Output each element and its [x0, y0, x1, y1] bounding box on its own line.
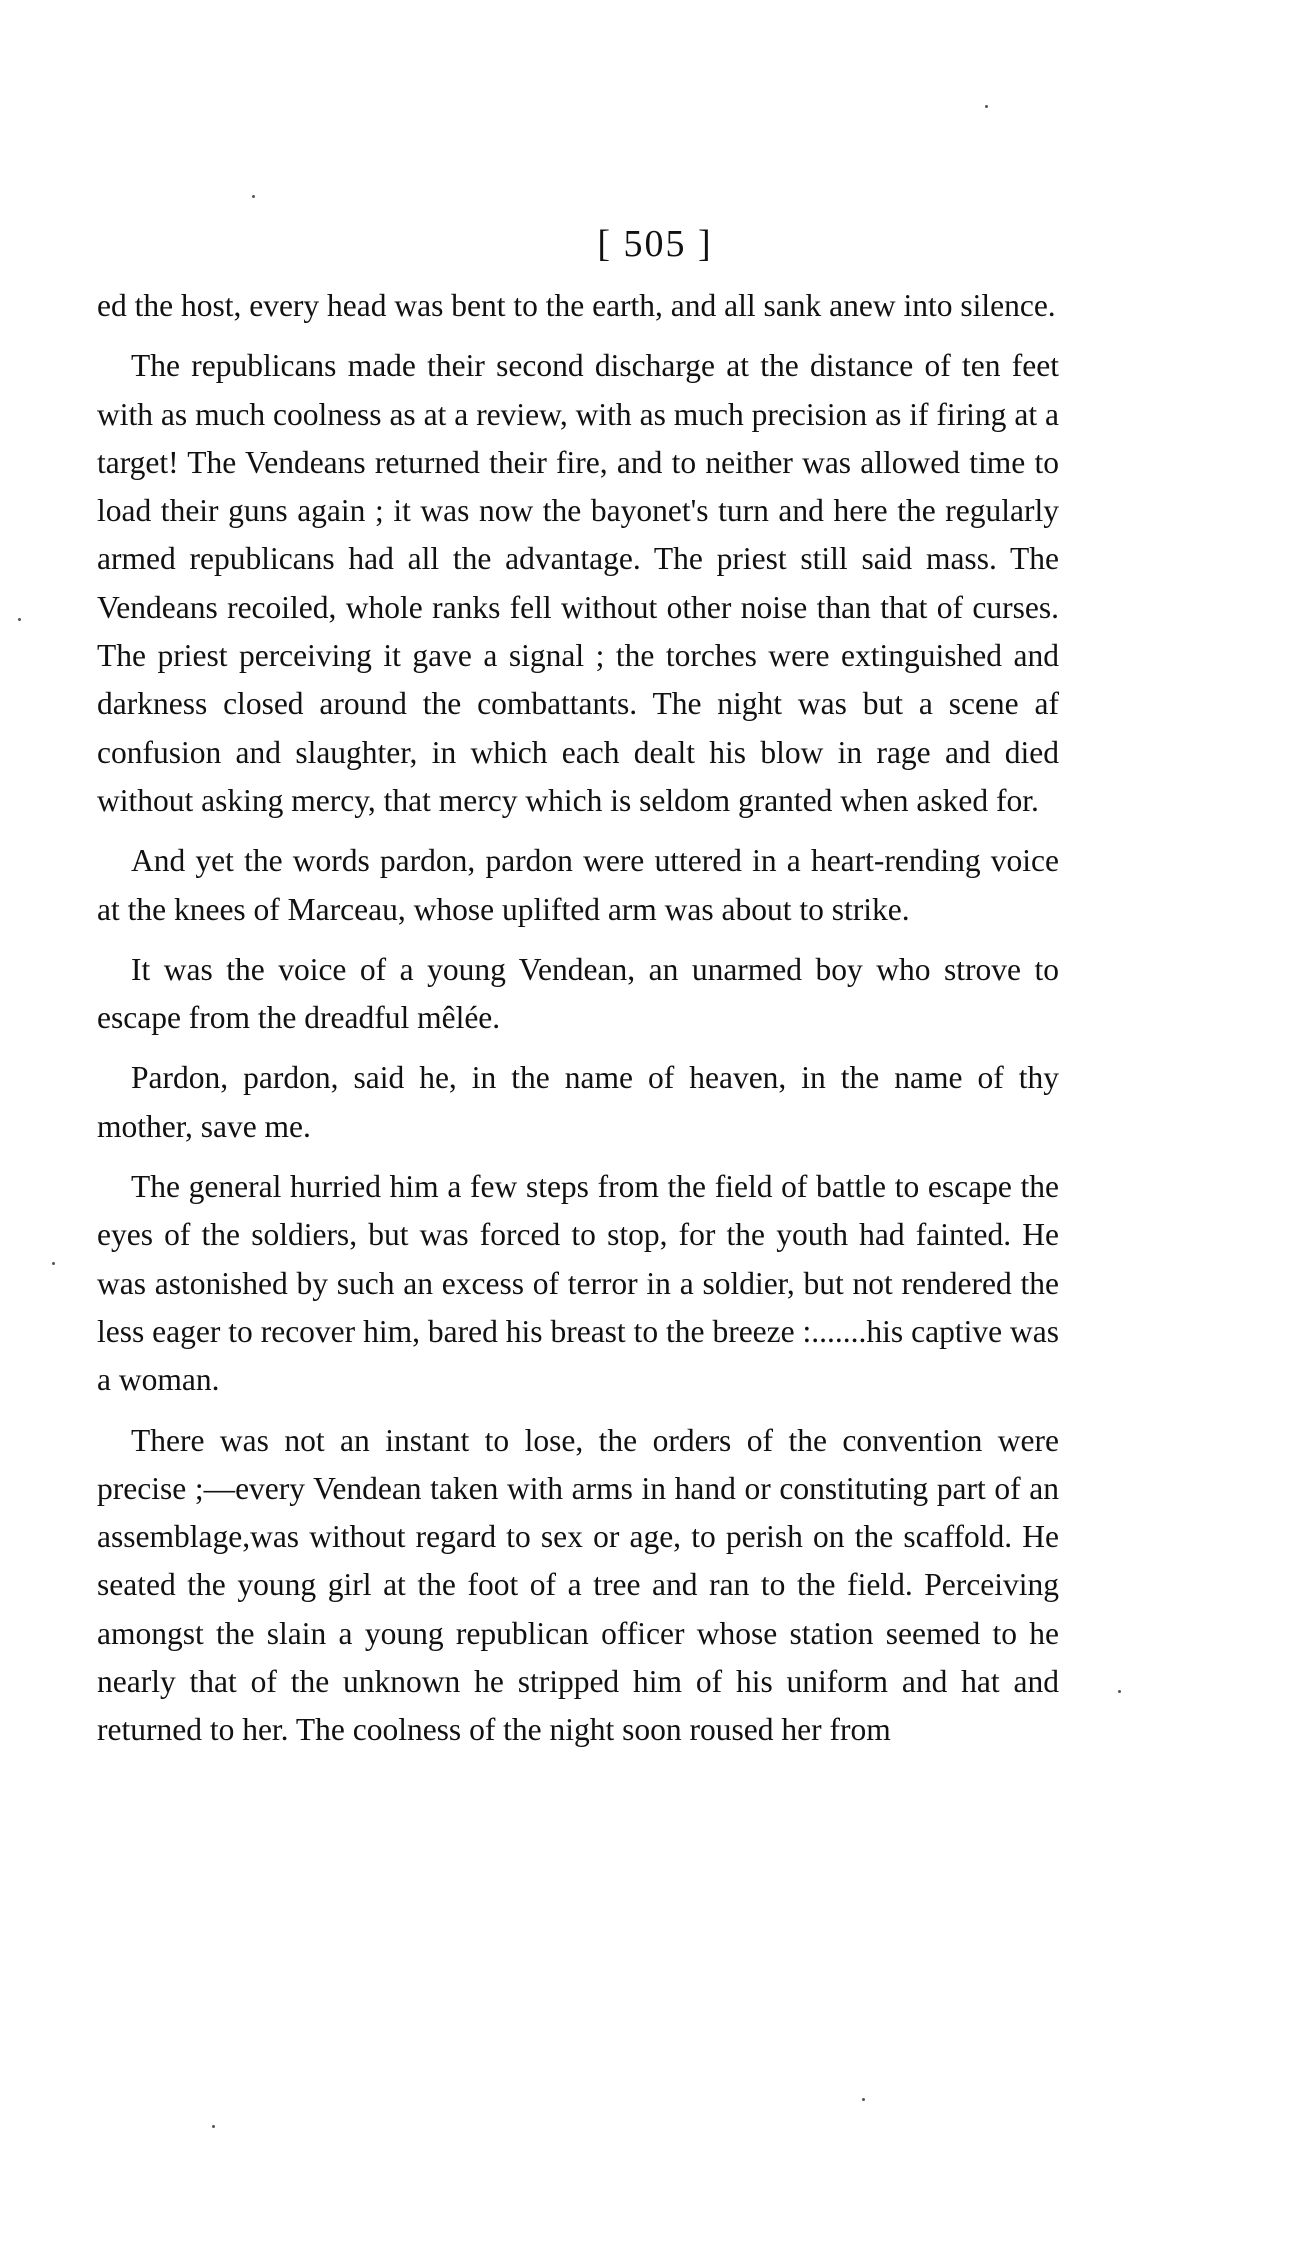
- paper-speck: [985, 105, 988, 108]
- paper-speck: [252, 195, 255, 198]
- paragraph-2: The republicans made their second discharge at the distance of ten feet with as much coolness as at a review, with as much precision as if firing at a target! The Vendeans returned their fire, and to neither was allowed time to load their guns again ; it was now the bayonet's turn and here the regularly armed republicans had all the advantage. The priest still said mass. The Vendeans recoiled, whole ranks fell without other noise than that of curses. The priest perceiving it gave a signal ; the torches were extinguished and darkness closed around the combattants. The night was but a scene af confusion and slaughter, in which each dealt his blow in rage and died without asking mercy, that mercy which is seldom granted when asked for.: [97, 348, 1059, 818]
- paragraph-4: It was the voice of a young Vendean, an unarmed boy who strove to escape from the dreadful mêlée.: [97, 951, 1059, 1036]
- paper-speck: [1118, 1690, 1121, 1693]
- body-text: [97, 282, 1059, 1767]
- paper-speck: [18, 618, 21, 621]
- paragraph-7: There was not an instant to lose, the orders of the convention were precise ;—every Vendean taken with arms in hand or constituting part of an assemblage,was without regard to sex or age, to perish on the scaffold. He seated the young girl at the foot of a tree and ran to the field. Perceiving amongst the slain a young republican officer whose station seemed to he nearly that of the unknown he stripped him of his uniform and hat and returned to her. The coolness of the night soon roused her from: [97, 1422, 1059, 1748]
- page-number-header: [ 505 ]: [597, 223, 713, 265]
- paper-speck: [862, 2098, 865, 2101]
- paper-speck: [212, 2125, 215, 2128]
- paper-speck: [52, 1262, 55, 1265]
- paragraph-5: Pardon, pardon, said he, in the name of heaven, in the name of thy mother, save me.: [97, 1060, 1059, 1144]
- paragraph-6: The general hurried him a few steps from the field of battle to escape the eyes of the soldiers, but was forced to stop, for the youth had fainted. He was astonished by such an excess of terror in a soldier, but not rendered the less eager to recover him, bared his breast to the breeze :.......his captive was a woman.: [97, 1169, 1059, 1398]
- paragraph-1: ed the host, every head was bent to the earth, and all sank anew into silence.: [97, 288, 1056, 323]
- paragraph-3: And yet the words pardon, pardon were uttered in a heart-rending voice at the knees of Marceau, whose uplifted arm was about to strike.: [97, 843, 1059, 927]
